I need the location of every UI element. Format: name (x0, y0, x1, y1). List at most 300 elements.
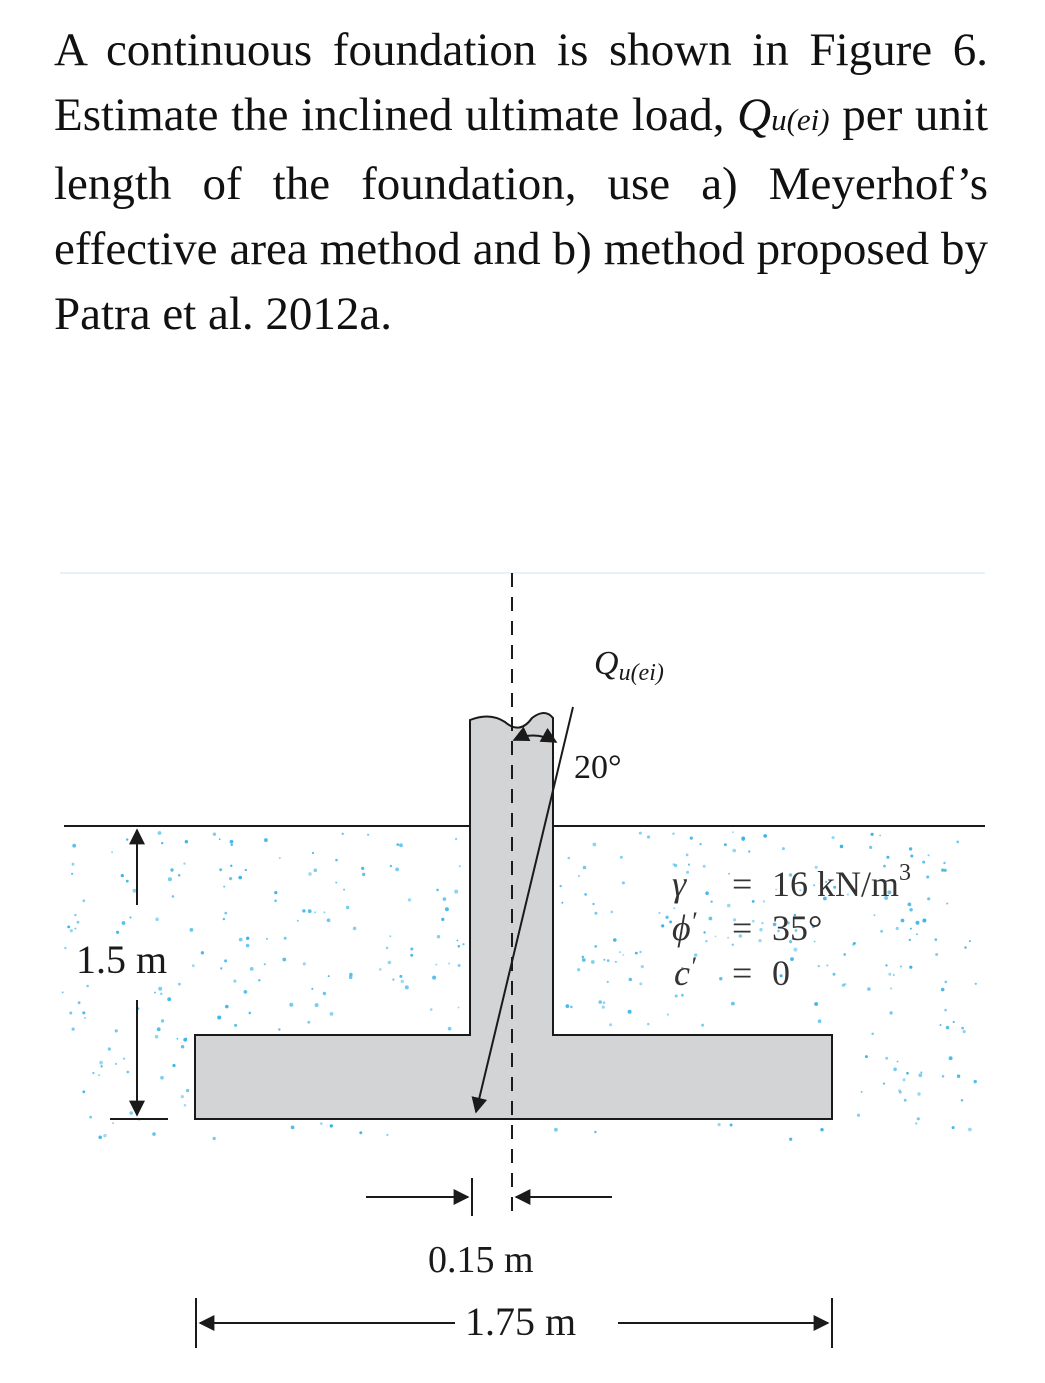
soil-dot (909, 847, 912, 850)
soil-dot (448, 1027, 452, 1031)
soil-dot (620, 856, 623, 859)
soil-dot (909, 939, 911, 941)
soil-dot (126, 880, 129, 883)
problem-text-part-1: A continuous foundation is shown in Figure 6. Estimate the inclined ultimate load, (54, 24, 988, 141)
soil-dot (457, 940, 459, 942)
soil-gamma-value-text: 16 kN/m (772, 864, 900, 904)
soil-dot (619, 951, 621, 953)
soil-dot (230, 865, 232, 867)
soil-dot (185, 1038, 187, 1040)
soil-dot (183, 862, 185, 864)
load-label (594, 645, 664, 686)
soil-dot (223, 886, 225, 888)
soil-dot (818, 1019, 822, 1023)
soil-dot (818, 965, 820, 967)
soil-dot (186, 1089, 189, 1092)
soil-dot (327, 918, 331, 922)
soil-dot (379, 968, 382, 971)
soil-dot (437, 935, 440, 938)
soil-dot (964, 946, 966, 948)
soil-dot (353, 927, 357, 931)
soil-dot (223, 918, 225, 920)
soil-dot (178, 874, 180, 876)
depth-label: 1.5 m (76, 937, 168, 982)
soil-dot (900, 966, 902, 968)
soil-dot (665, 916, 668, 919)
soil-dot (561, 902, 563, 904)
soil-dot (184, 1104, 187, 1107)
soil-dot (392, 979, 394, 981)
soil-dot (82, 1011, 85, 1014)
soil-dot (386, 1134, 388, 1136)
soil-dot (311, 988, 313, 990)
soil-dot (885, 964, 887, 966)
soil-dot (761, 922, 763, 924)
soil-dot (897, 1061, 899, 1063)
soil-dot (435, 964, 437, 966)
soil-dot (201, 951, 204, 954)
soil-dot (323, 992, 326, 995)
soil-dot (303, 962, 306, 965)
soil-dot (790, 957, 794, 961)
soil-dot (219, 868, 222, 871)
soil-dot (582, 956, 584, 958)
soil-c-char: c (674, 953, 690, 993)
soil-dot (570, 1006, 573, 1009)
soil-dot (234, 1024, 237, 1027)
soil-dot (688, 864, 690, 866)
soil-dot (732, 831, 734, 833)
soil-dot (224, 959, 227, 962)
soil-dot (308, 872, 311, 875)
soil-dot (89, 1116, 92, 1119)
width-label: 1.75 m (465, 1299, 577, 1344)
load-symbol-main: Q (737, 89, 772, 141)
soil-dot (906, 1072, 909, 1075)
soil-dot (314, 911, 316, 913)
soil-dot (629, 978, 632, 981)
soil-dot (72, 863, 75, 866)
soil-dot (386, 947, 388, 949)
soil-dot (278, 1028, 280, 1030)
soil-dot (78, 1001, 81, 1004)
soil-dot (126, 838, 128, 840)
soil-dot (115, 1029, 118, 1032)
load-symbol-subscript: u(ei) (771, 102, 830, 137)
soil-dot (244, 990, 248, 994)
soil-dot (69, 1012, 72, 1015)
soil-dot (129, 1111, 133, 1115)
soil-dot (249, 1012, 252, 1015)
soil-dot (639, 982, 642, 985)
soil-dot (436, 889, 439, 892)
soil-dot (861, 1091, 863, 1093)
soil-dot (909, 966, 912, 969)
soil-dot (158, 831, 162, 835)
soil-dot (230, 840, 234, 844)
soil-dot (410, 954, 413, 957)
soil-dot (975, 983, 977, 985)
soil-dot (458, 945, 461, 948)
soil-dot (98, 1136, 102, 1140)
soil-dot (362, 873, 365, 876)
soil-dot (968, 1128, 972, 1132)
soil-dot (639, 832, 642, 835)
soil-dot (185, 840, 188, 843)
soil-dot (178, 983, 181, 986)
problem-text-part-2: per unit length of the foundation, use a) Meyerhof’s effective area method and b) method proposed by Patra et al. 2012a. (54, 89, 989, 340)
soil-dot (181, 1095, 184, 1098)
soil-dot (703, 865, 706, 868)
soil-dot (307, 1021, 310, 1024)
soil-dot (390, 865, 392, 867)
soil-dot (82, 1090, 85, 1093)
soil-dot (909, 908, 912, 911)
soil-dot (814, 1002, 818, 1006)
soil-dot (681, 994, 684, 997)
soil-dot (832, 836, 835, 839)
soil-dot (896, 927, 899, 930)
soil-dot (64, 947, 67, 950)
soil-dot (623, 954, 625, 956)
soil-dot (441, 918, 444, 921)
soil-dot (155, 918, 159, 922)
soil-dot (865, 1055, 868, 1058)
soil-dot (594, 912, 597, 915)
soil-phi-eq: = (732, 908, 753, 948)
soil-dot (582, 958, 586, 962)
soil-dot (330, 1124, 333, 1127)
soil-dot (154, 992, 156, 994)
soil-dot (793, 948, 797, 952)
soil-dot (405, 985, 409, 989)
soil-dot (641, 965, 644, 968)
soil-dot (926, 876, 929, 879)
soil-dot (853, 942, 856, 945)
soil-dot (709, 917, 713, 921)
soil-c-eq: = (732, 953, 753, 993)
soil-dot (658, 912, 660, 914)
soil-dot (462, 943, 464, 945)
soil-dot (74, 928, 76, 930)
soil-dot (920, 1072, 922, 1074)
soil-dot (974, 1080, 977, 1083)
soil-dot (361, 867, 364, 870)
soil-dot (108, 1047, 111, 1050)
soil-dot (922, 861, 925, 864)
soil-dot (705, 940, 707, 942)
soil-dot (314, 869, 318, 873)
soil-dot (969, 940, 971, 942)
soil-dot (701, 1024, 704, 1027)
soil-dot (408, 898, 411, 901)
soil-dot (901, 919, 905, 923)
soil-dot (910, 855, 913, 858)
soil-dot (910, 928, 912, 930)
soil-dot (578, 875, 580, 877)
soil-dot (459, 865, 461, 867)
soil-dot (922, 919, 926, 923)
soil-dot (917, 1092, 920, 1095)
soil-dot (961, 1099, 963, 1101)
soil-dot (161, 842, 163, 844)
soil-dot (217, 1016, 221, 1020)
soil-dot (690, 837, 693, 840)
soil-dot (239, 938, 243, 942)
soil-dot (72, 844, 76, 848)
soil-dot (157, 1027, 161, 1031)
soil-dot (213, 833, 216, 836)
soil-dot (953, 1021, 955, 1023)
soil-gamma-sup: 3 (899, 860, 912, 886)
soil-dot (763, 834, 767, 838)
soil-dot (130, 917, 132, 919)
soil-dot (591, 960, 595, 964)
soil-dot (86, 985, 89, 988)
soil-dot (748, 850, 750, 852)
soil-dot (111, 851, 113, 853)
soil-dot (908, 903, 912, 907)
soil-dot (238, 876, 242, 880)
soil-dot (888, 973, 891, 976)
soil-dot (715, 936, 717, 938)
soil-dot (833, 973, 836, 976)
soil-dot (718, 1123, 721, 1126)
eccentricity-label: 0.15 m (428, 1239, 534, 1281)
soil-dot (961, 1027, 964, 1030)
soil-dot (584, 893, 587, 896)
soil-dot (264, 838, 268, 842)
soil-dot (158, 987, 162, 991)
soil-dot (320, 1122, 323, 1125)
soil-dot (560, 885, 562, 887)
soil-dot (458, 1007, 460, 1009)
soil-dot (675, 995, 678, 998)
soil-dot (122, 921, 126, 925)
soil-dot (168, 998, 170, 1000)
soil-dot (957, 1075, 960, 1078)
soil-dot (82, 899, 85, 902)
soil-dot (284, 937, 287, 940)
soil-dot (168, 877, 172, 881)
soil-dot (615, 961, 617, 963)
soil-dot (928, 854, 930, 856)
soil-dot (705, 891, 709, 895)
soil-dot (172, 895, 175, 898)
soil-dot (869, 846, 872, 849)
soil-dot (628, 1010, 632, 1014)
soil-dot (946, 903, 948, 905)
soil-dot (893, 974, 895, 976)
soil-dot (607, 981, 609, 983)
soil-dot (874, 914, 876, 916)
soil-dot (389, 935, 391, 937)
soil-dot (335, 859, 338, 862)
soil-dot (639, 951, 641, 953)
soil-dot (592, 903, 594, 905)
soil-dot (289, 1003, 293, 1007)
soil-dot (224, 912, 227, 915)
soil-dot (944, 1009, 947, 1012)
soil-dot (727, 937, 729, 939)
soil-dot (101, 1065, 103, 1067)
soil-dot (943, 862, 945, 864)
soil-dot (160, 1076, 164, 1080)
soil-dot (172, 1064, 175, 1067)
soil-dot (161, 1019, 164, 1022)
soil-phi-char: ϕ (672, 908, 691, 948)
soil-dot (867, 987, 871, 991)
soil-dot (92, 1072, 94, 1074)
soil-dot (388, 961, 392, 965)
soil-gamma-symbol: γ (672, 864, 687, 904)
soil-dot (231, 844, 233, 846)
soil-dot (266, 938, 268, 940)
soil-dot (904, 1099, 907, 1102)
soil-dot (443, 897, 447, 901)
soil-dot (883, 1083, 885, 1085)
soil-dot (935, 938, 938, 941)
soil-dot (672, 833, 674, 835)
soil-dot (879, 835, 881, 837)
soil-dot (898, 1089, 901, 1092)
soil-dot (607, 959, 610, 962)
soil-dot (661, 924, 664, 927)
soil-dot (282, 958, 286, 962)
soil-dot (170, 868, 173, 871)
soil-gamma-eq: = (732, 864, 753, 904)
soil-dot (940, 1024, 942, 1026)
soil-dot (116, 931, 119, 934)
soil-dot (880, 930, 883, 933)
soil-dot (103, 1134, 106, 1137)
soil-dot (346, 906, 349, 909)
soil-dot (917, 1117, 920, 1120)
soil-dot (647, 1023, 650, 1026)
soil-dot (245, 869, 247, 871)
soil-dot (98, 1074, 100, 1076)
soil-dot (602, 1006, 605, 1009)
soil-dot (62, 991, 64, 993)
soil-dot (710, 901, 712, 903)
soil-dot (401, 980, 404, 983)
soil-dot (840, 845, 844, 849)
soil-dot (72, 1028, 75, 1031)
soil-dot (577, 968, 580, 971)
soil-dot (274, 900, 277, 903)
soil-dot (410, 948, 413, 951)
soil-c-symbol (674, 952, 696, 993)
soil-dot (328, 975, 330, 977)
soil-dot (622, 881, 625, 884)
soil-dot (312, 852, 314, 854)
soil-dot (342, 833, 344, 835)
soil-dot (258, 979, 260, 981)
soil-dot (399, 975, 402, 978)
soil-dot (192, 964, 195, 967)
soil-dot (594, 1131, 596, 1133)
soil-dot (703, 931, 705, 933)
soil-dot (112, 1122, 114, 1124)
soil-dot (264, 963, 266, 965)
soil-dot (155, 1035, 159, 1039)
soil-dot (842, 984, 845, 987)
angle-label: 20° (574, 749, 622, 786)
soil-dot (647, 835, 650, 838)
soil-dot (445, 907, 449, 911)
soil-dot (160, 993, 163, 996)
soil-dot (782, 847, 785, 850)
soil-dot (115, 1063, 117, 1065)
soil-dot (843, 953, 846, 956)
soil-dot (126, 1071, 129, 1074)
soil-dot (152, 1132, 156, 1136)
soil-dot (890, 987, 892, 989)
soil-dot (554, 1128, 558, 1132)
soil-dot (886, 856, 889, 859)
soil-dot (568, 857, 571, 860)
soil-dot (74, 914, 76, 916)
soil-dot (121, 874, 124, 877)
soil-dot (963, 1030, 966, 1033)
soil-dot (902, 1078, 905, 1081)
soil-dot (359, 1131, 362, 1134)
soil-dot (942, 1075, 945, 1078)
soil-dot (432, 976, 436, 980)
soil-dot (603, 1001, 606, 1004)
soil-dot (730, 1124, 733, 1127)
soil-dot (686, 854, 689, 857)
soil-dot (279, 857, 281, 859)
soil-dot (603, 959, 605, 961)
soil-dot (70, 929, 73, 932)
soil-dot (67, 926, 70, 929)
soil-dot (566, 1004, 570, 1008)
soil-dot (233, 980, 236, 983)
soil-dot (133, 889, 137, 893)
soil-dot (916, 921, 920, 925)
soil-dot (430, 1008, 433, 1011)
soil-dot (84, 1017, 86, 1019)
soil-dot (871, 1033, 874, 1036)
soil-dot (593, 843, 597, 847)
soil-dot (123, 1058, 125, 1060)
soil-dot (916, 933, 918, 935)
soil-dot (297, 920, 299, 922)
soil-dot (225, 1005, 229, 1009)
soil-dot (820, 1128, 823, 1131)
soil-dot (315, 1003, 319, 1007)
soil-dot (758, 939, 761, 942)
soil-dot (246, 944, 250, 948)
soil-dot (742, 838, 745, 841)
soil-gamma-value (772, 860, 911, 904)
soil-dot (99, 1061, 103, 1065)
soil-dot (871, 833, 874, 836)
soil-dot (857, 1114, 860, 1117)
soil-dot (724, 843, 727, 846)
soil-dot (945, 981, 948, 984)
soil-dot (367, 834, 369, 836)
soil-dot (343, 889, 345, 891)
soil-dot (598, 1000, 602, 1004)
soil-dot (349, 973, 353, 977)
soil-dot (893, 1068, 897, 1072)
load-label-sub: u(ei) (618, 660, 664, 686)
soil-dot (826, 964, 828, 966)
soil-dot (330, 1012, 334, 1016)
soil-dot (77, 921, 80, 924)
